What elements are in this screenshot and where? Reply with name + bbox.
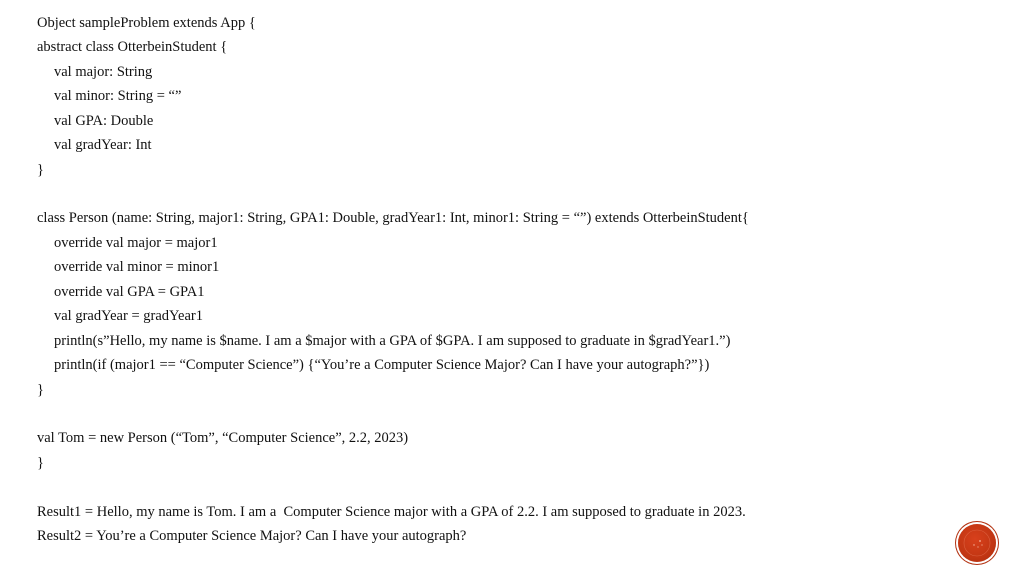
code-line: val gradYear: Int <box>54 137 152 153</box>
slide-nav-icon <box>958 524 996 562</box>
code-line: override val major = major1 <box>54 235 218 251</box>
code-line: val major: String <box>54 64 153 80</box>
code-line: } <box>37 382 44 398</box>
code-line: override val GPA = GPA1 <box>54 284 205 300</box>
result-line: Result2 = You’re a Computer Science Major? Can I have your autograph? <box>37 528 467 544</box>
code-line: val gradYear = gradYear1 <box>54 308 203 324</box>
code-line: val minor: String = “” <box>54 88 182 104</box>
code-line: Object sampleProblem extends App { <box>37 15 256 31</box>
code-line: println(if (major1 == “Computer Science”) {“You’re a Computer Science Major? Can I have your autograph?”}) <box>54 357 710 373</box>
code-line: val Tom = new Person (“Tom”, “Computer Science”, 2.2, 2023) <box>37 430 409 446</box>
slide-nav-button[interactable] <box>958 524 996 562</box>
code-line: class Person (name: String, major1: String, GPA1: Double, gradYear1: Int, minor1: String = “”) extends OtterbeinStudent{ <box>37 210 749 226</box>
code-line: abstract class OtterbeinStudent { <box>37 39 228 55</box>
code-line: println(s”Hello, my name is $name. I am a $major with a GPA of $GPA. I am supposed to graduate in $gradYear1.”) <box>54 333 731 349</box>
code-line: override val minor = minor1 <box>54 259 220 275</box>
code-line: } <box>37 455 44 471</box>
result-line: Result1 = Hello, my name is Tom. I am a Computer Science major with a GPA of 2.2. I am supposed to graduate in 2023. <box>37 504 746 520</box>
code-line: val GPA: Double <box>54 113 154 129</box>
code-line: } <box>37 162 44 178</box>
